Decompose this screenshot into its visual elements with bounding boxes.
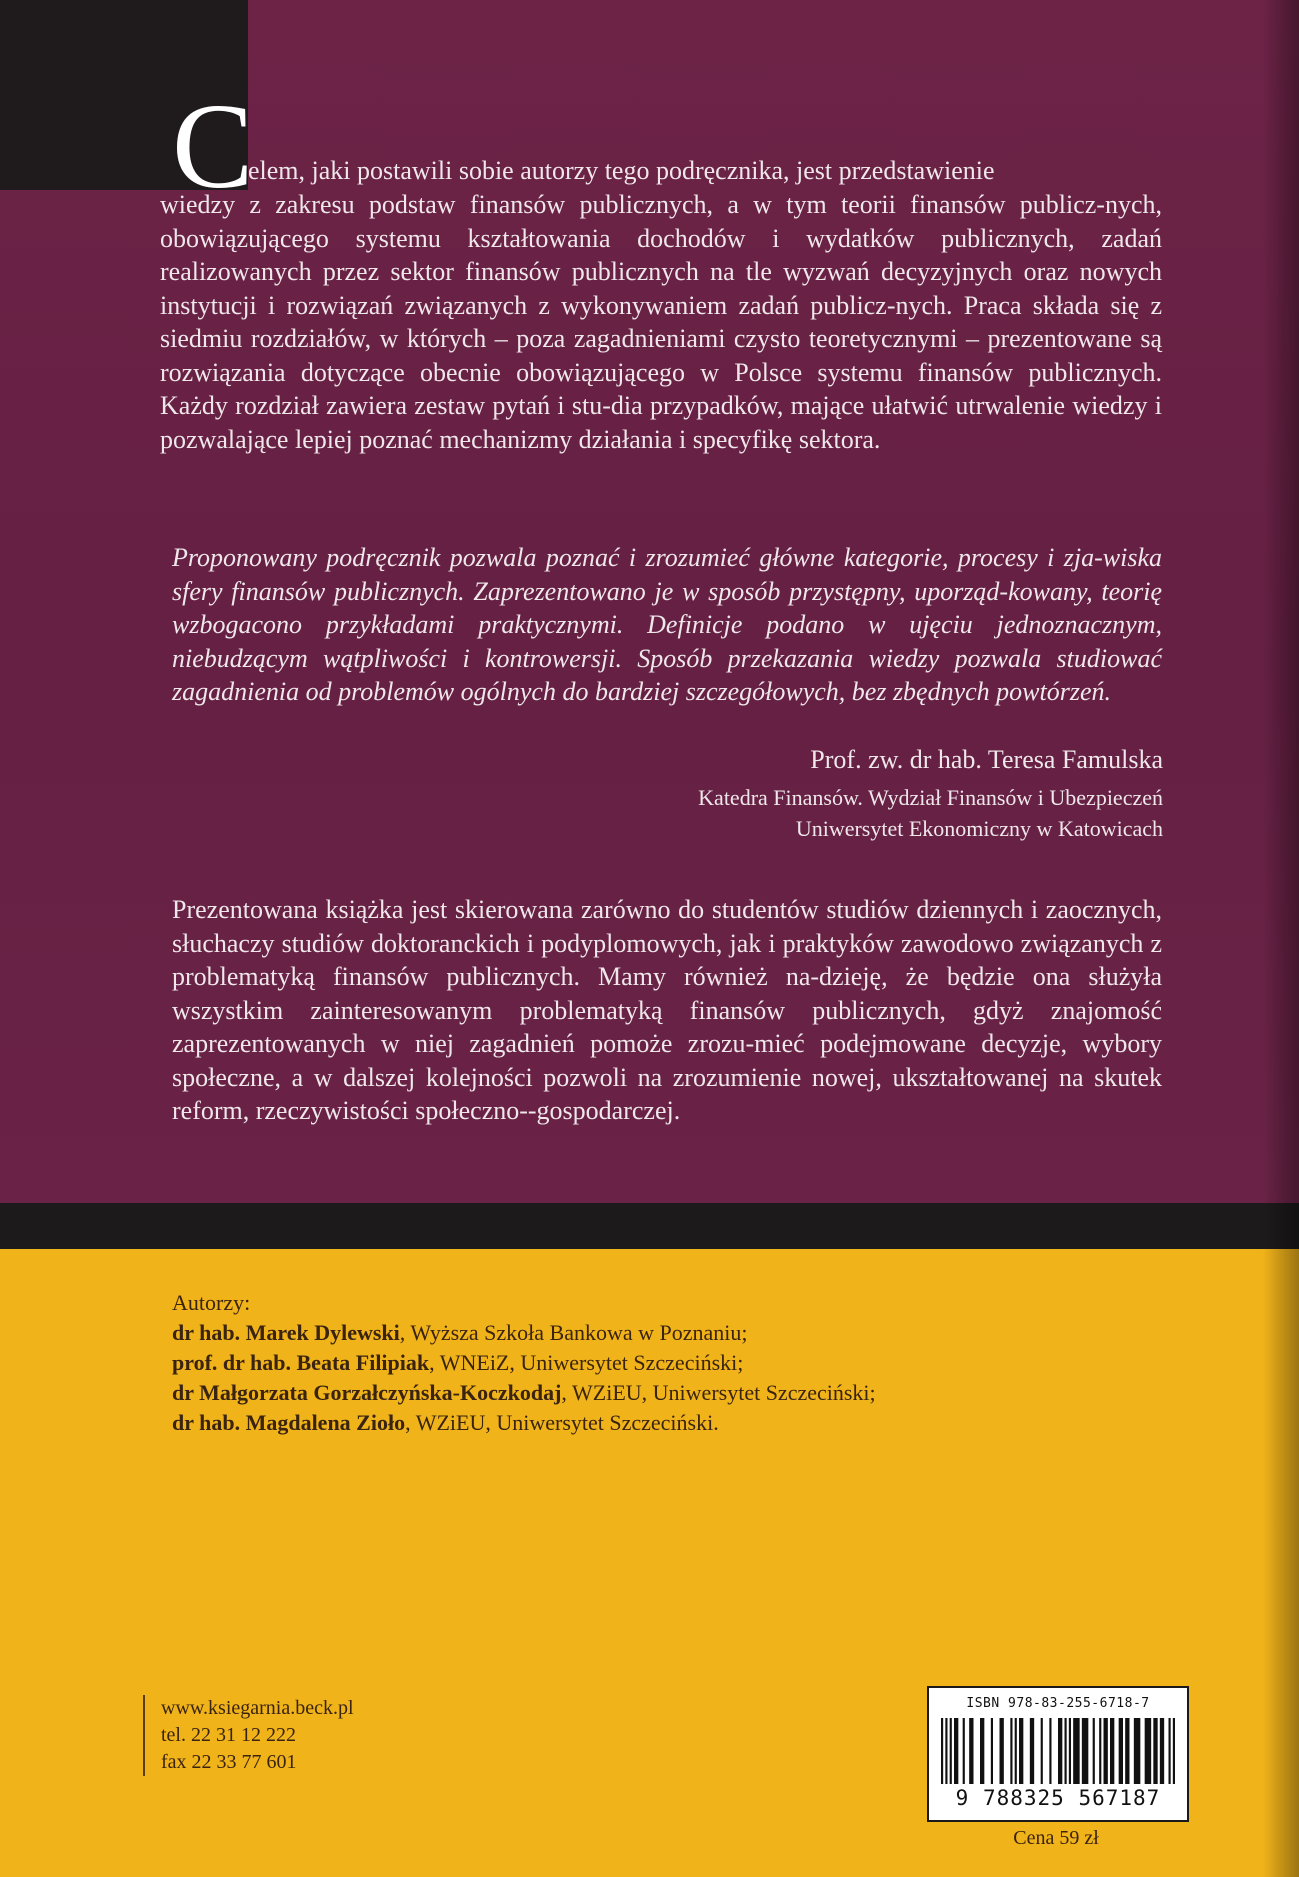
barcode-bar — [1125, 1718, 1129, 1784]
isbn-label: ISBN 978-83-255-6718-7 — [966, 1696, 1150, 1711]
author-name: dr Małgorzata Gorzałczyńska-Koczkodaj — [172, 1380, 562, 1405]
barcode-bar — [1173, 1718, 1175, 1784]
barcode-bar — [1119, 1718, 1123, 1784]
barcode-bar — [1069, 1718, 1071, 1784]
barcode-bar — [1099, 1718, 1101, 1784]
barcode-bar — [1104, 1718, 1108, 1784]
author-name: dr hab. Magdalena Zioło — [172, 1410, 406, 1435]
affiliation-line-2: Uniwersytet Ekonomiczny w Katowicach — [795, 816, 1163, 841]
barcode-bar — [969, 1718, 973, 1784]
review-quote: Proponowany podręcznik pozwala poznać i zrozumieć główne kategorie, procesy i zja-wiska sfery finansów publicznych. Zaprezentowano je w sposób przystępny, uporząd-kowany, teorię wzbogacono przykładami praktycznymi. Definicje podano w ujęciu jednoznacznym, niebudzącym wątpliwości i kontrowersji. Sposób przekazania wiedzy pozwala studiować zagadnienia od problemów ogólnych do bardziej szczegółowych, bez zbędnych powtórzeń. — [172, 543, 1162, 706]
reviewer-name: Prof. zw. dr hab. Teresa Famulska — [810, 745, 1163, 774]
dark-band — [0, 1203, 1299, 1249]
author-affiliation: , Wyższa Szkoła Bankowa w Poznaniu; — [399, 1320, 748, 1345]
publisher-contact — [143, 1695, 354, 1776]
barcode-bar — [1145, 1718, 1152, 1784]
barcode-bar — [991, 1718, 993, 1784]
author-affiliation: , WNEiZ, Uniwersytet Szczeciński; — [429, 1350, 744, 1375]
author-name: dr hab. Marek Dylewski — [172, 1320, 400, 1345]
barcode-bar — [1019, 1718, 1023, 1784]
audience-paragraph: Prezentowana książka jest skierowana zarówno do studentów studiów dziennych i zaocznych, słuchaczy studiów doktoranckich i podyplomowych, jak i praktyków zawodowo związanych z problematyką finansów publicznych. Mamy również na-dzieję, że będzie ona służyła wszystkim zainteresowanym problematyką finansów publicznych, gdyż znajomość zaprezentowanych w niej zagadnień pomoże zrozu-mieć podejmowane decyzje, wybory społeczne, a w dalszej kolejności pozwoli na zrozumienie nowej, ukształtowanej na skutek reform, rzeczywistości społeczno--gospodarczej. — [172, 895, 1162, 1125]
barcode-bar — [963, 1718, 965, 1784]
barcode-number: 9 788325 567187 — [955, 1786, 1161, 1810]
barcode-bar — [1073, 1718, 1080, 1784]
barcode-bar — [1015, 1718, 1017, 1784]
author-affiliation: , WZiEU, Uniwersytet Szczeciński; — [561, 1380, 876, 1405]
barcode-bar — [941, 1718, 943, 1784]
barcode-bar — [1082, 1718, 1089, 1784]
barcode-bar — [1134, 1718, 1141, 1784]
barcode-bar — [1010, 1718, 1012, 1784]
barcode-bar — [1000, 1718, 1004, 1784]
price-label: Cena 59 zł — [1013, 1827, 1099, 1849]
intro-paragraph: wiedzy z zakresu podstaw finansów publicznych, a w tym teorii finansów publicz-nych, obowiązującego systemu kształtowania dochodów i wydatków publicznych, zadań realizowanych przez sektor finansów publicznych na tle wyzwań decyzyjnych oraz nowych instytucji i rozwiązań związanych z wykonywaniem zadań publicz-nych. Praca składa się z siedmiu rozdziałów, w których – poza zagadnieniami czysto teoretycznymi – prezentowane są rozwiązania dotyczące obecnie obowiązującego w Polsce systemu finansów publicznych. Każdy rozdział zawiera zestaw pytań i stu-dia przypadków, mające ułatwić utrwalenie wiedzy i pozwalające lepiej poznać mechanizmy działania i specyfikę sektora. — [160, 190, 1162, 454]
barcode-bar — [1160, 1718, 1164, 1784]
barcode-bar — [1169, 1718, 1171, 1784]
barcode-bars — [941, 1718, 1175, 1784]
barcode-bar — [980, 1718, 984, 1784]
affiliation-line-1: Katedra Finansów. Wydział Finansów i Ubezpieczeń — [698, 785, 1163, 810]
drop-cap: C — [172, 79, 254, 214]
authors-block — [172, 1288, 1172, 1438]
barcode-bar — [950, 1718, 952, 1784]
barcode-bar — [1049, 1718, 1051, 1784]
barcode-bar — [1030, 1718, 1034, 1784]
intro-first-line: elem, jaki postawili sobie autorzy tego podręcznika, jest przedstawienie — [248, 156, 995, 185]
barcode-bar — [1041, 1718, 1043, 1784]
author-line — [172, 1378, 1172, 1408]
barcode-bar — [1153, 1718, 1157, 1784]
barcode-bar — [1058, 1718, 1062, 1784]
author-name: prof. dr hab. Beata Filipiak — [172, 1350, 430, 1375]
reviewer-affiliation — [698, 782, 1163, 844]
barcode-bar — [945, 1718, 947, 1784]
author-line — [172, 1408, 1172, 1438]
isbn-barcode — [927, 1686, 1189, 1822]
author-line — [172, 1348, 1172, 1378]
author-line — [172, 1318, 1172, 1348]
phone-number: tel. 22 31 12 222 — [161, 1724, 296, 1746]
barcode-bar — [1065, 1718, 1067, 1784]
authors-heading: Autorzy: — [172, 1290, 251, 1315]
barcode-bar — [1093, 1718, 1095, 1784]
fax-number: fax 22 33 77 601 — [161, 1751, 297, 1773]
author-affiliation: , WZiEU, Uniwersytet Szczeciński. — [405, 1410, 719, 1435]
barcode-bar — [954, 1718, 958, 1784]
website-link[interactable]: www.ksiegarnia.beck.pl — [161, 1697, 354, 1719]
barcode-bar — [1110, 1718, 1114, 1784]
